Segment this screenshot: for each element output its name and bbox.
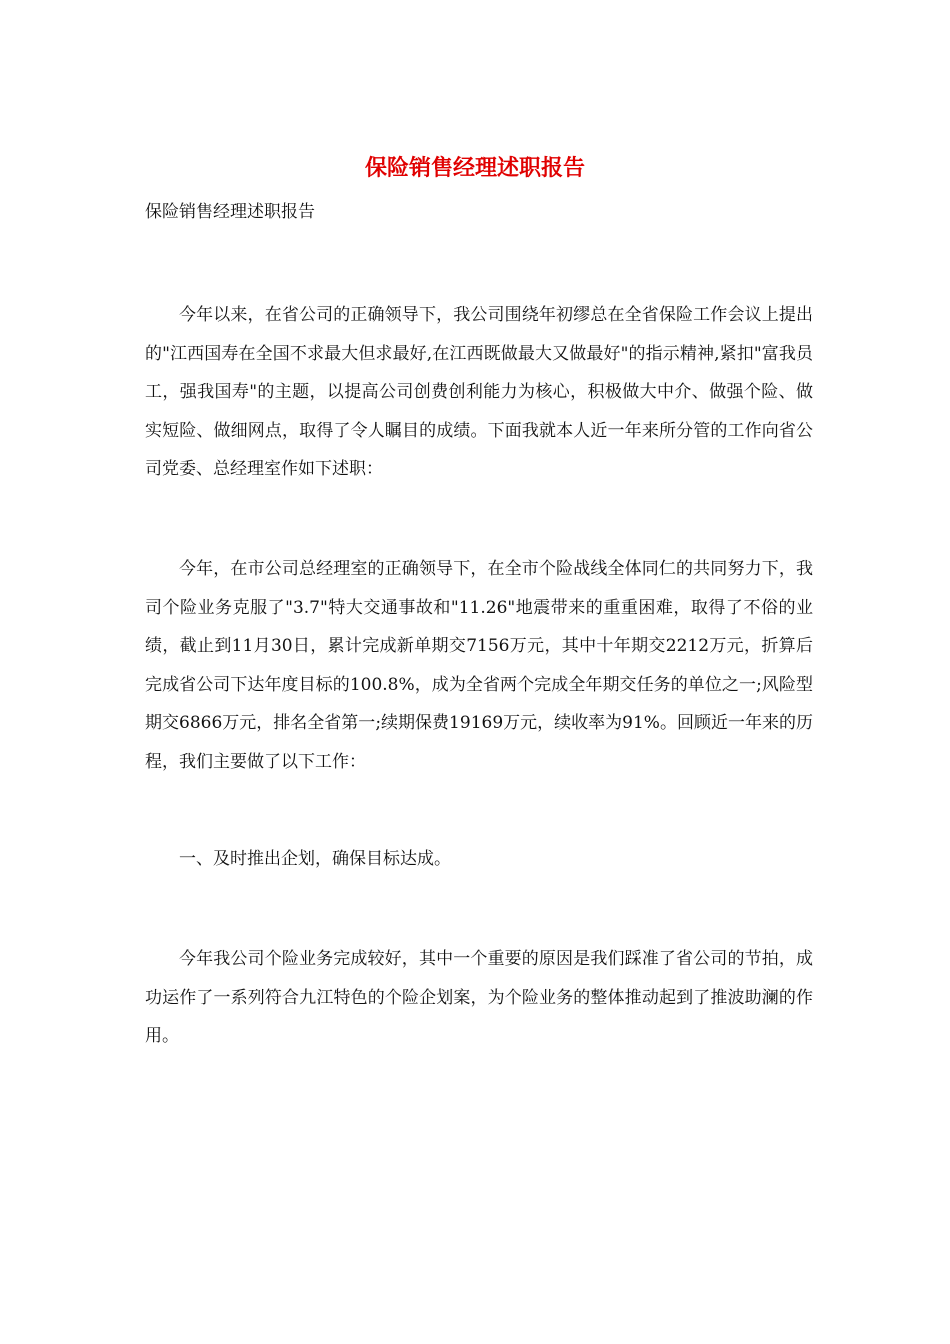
section-heading: 一、及时推出企划，确保目标达成。 [179,849,451,869]
paragraph-achievements: 今年，在市公司总经理室的正确领导下，在全市个险战线全体同仁的共同努力下，我司个险业务克服了"3.7"特大交通事故和"11.26"地震带来的重重困难，取得了不俗的业绩，截止到11月30日，累计完成新单期交7156万元，其中十年期交2212万元，折算后完成省公司下达年度目标的100.8%，成为全省两个完成全年期交任务的单位之一;风险型期交6866万元，排名全省第一;续期保费19169万元，续收率为91%。回顾近一年来的历程，我们主要做了以下工作： [145,559,813,772]
paragraph-intro: 今年以来，在省公司的正确领导下，我公司围绕年初缪总在全省保险工作会议上提出的"江西国寿在全国不求最大但求最好,在江西既做最大又做最好"的指示精神,紧扣"富我员工，强我国寿"的主题，以提高公司创费创利能力为核心，积极做大中介、做强个险、做实短险、做细网点，取得了令人瞩目的成绩。下面我就本人近一年来所分管的工作向省公司党委、总经理室作如下述职： [145,305,813,479]
paragraph-planning: 今年我公司个险业务完成较好，其中一个重要的原因是我们踩准了省公司的节拍，成功运作了一系列符合九江特色的个险企划案，为个险业务的整体推动起到了推波助澜的作用。 [145,949,813,1046]
document-subtitle: 保险销售经理述职报告 [145,202,315,222]
document-title: 保险销售经理述职报告 [364,155,585,181]
